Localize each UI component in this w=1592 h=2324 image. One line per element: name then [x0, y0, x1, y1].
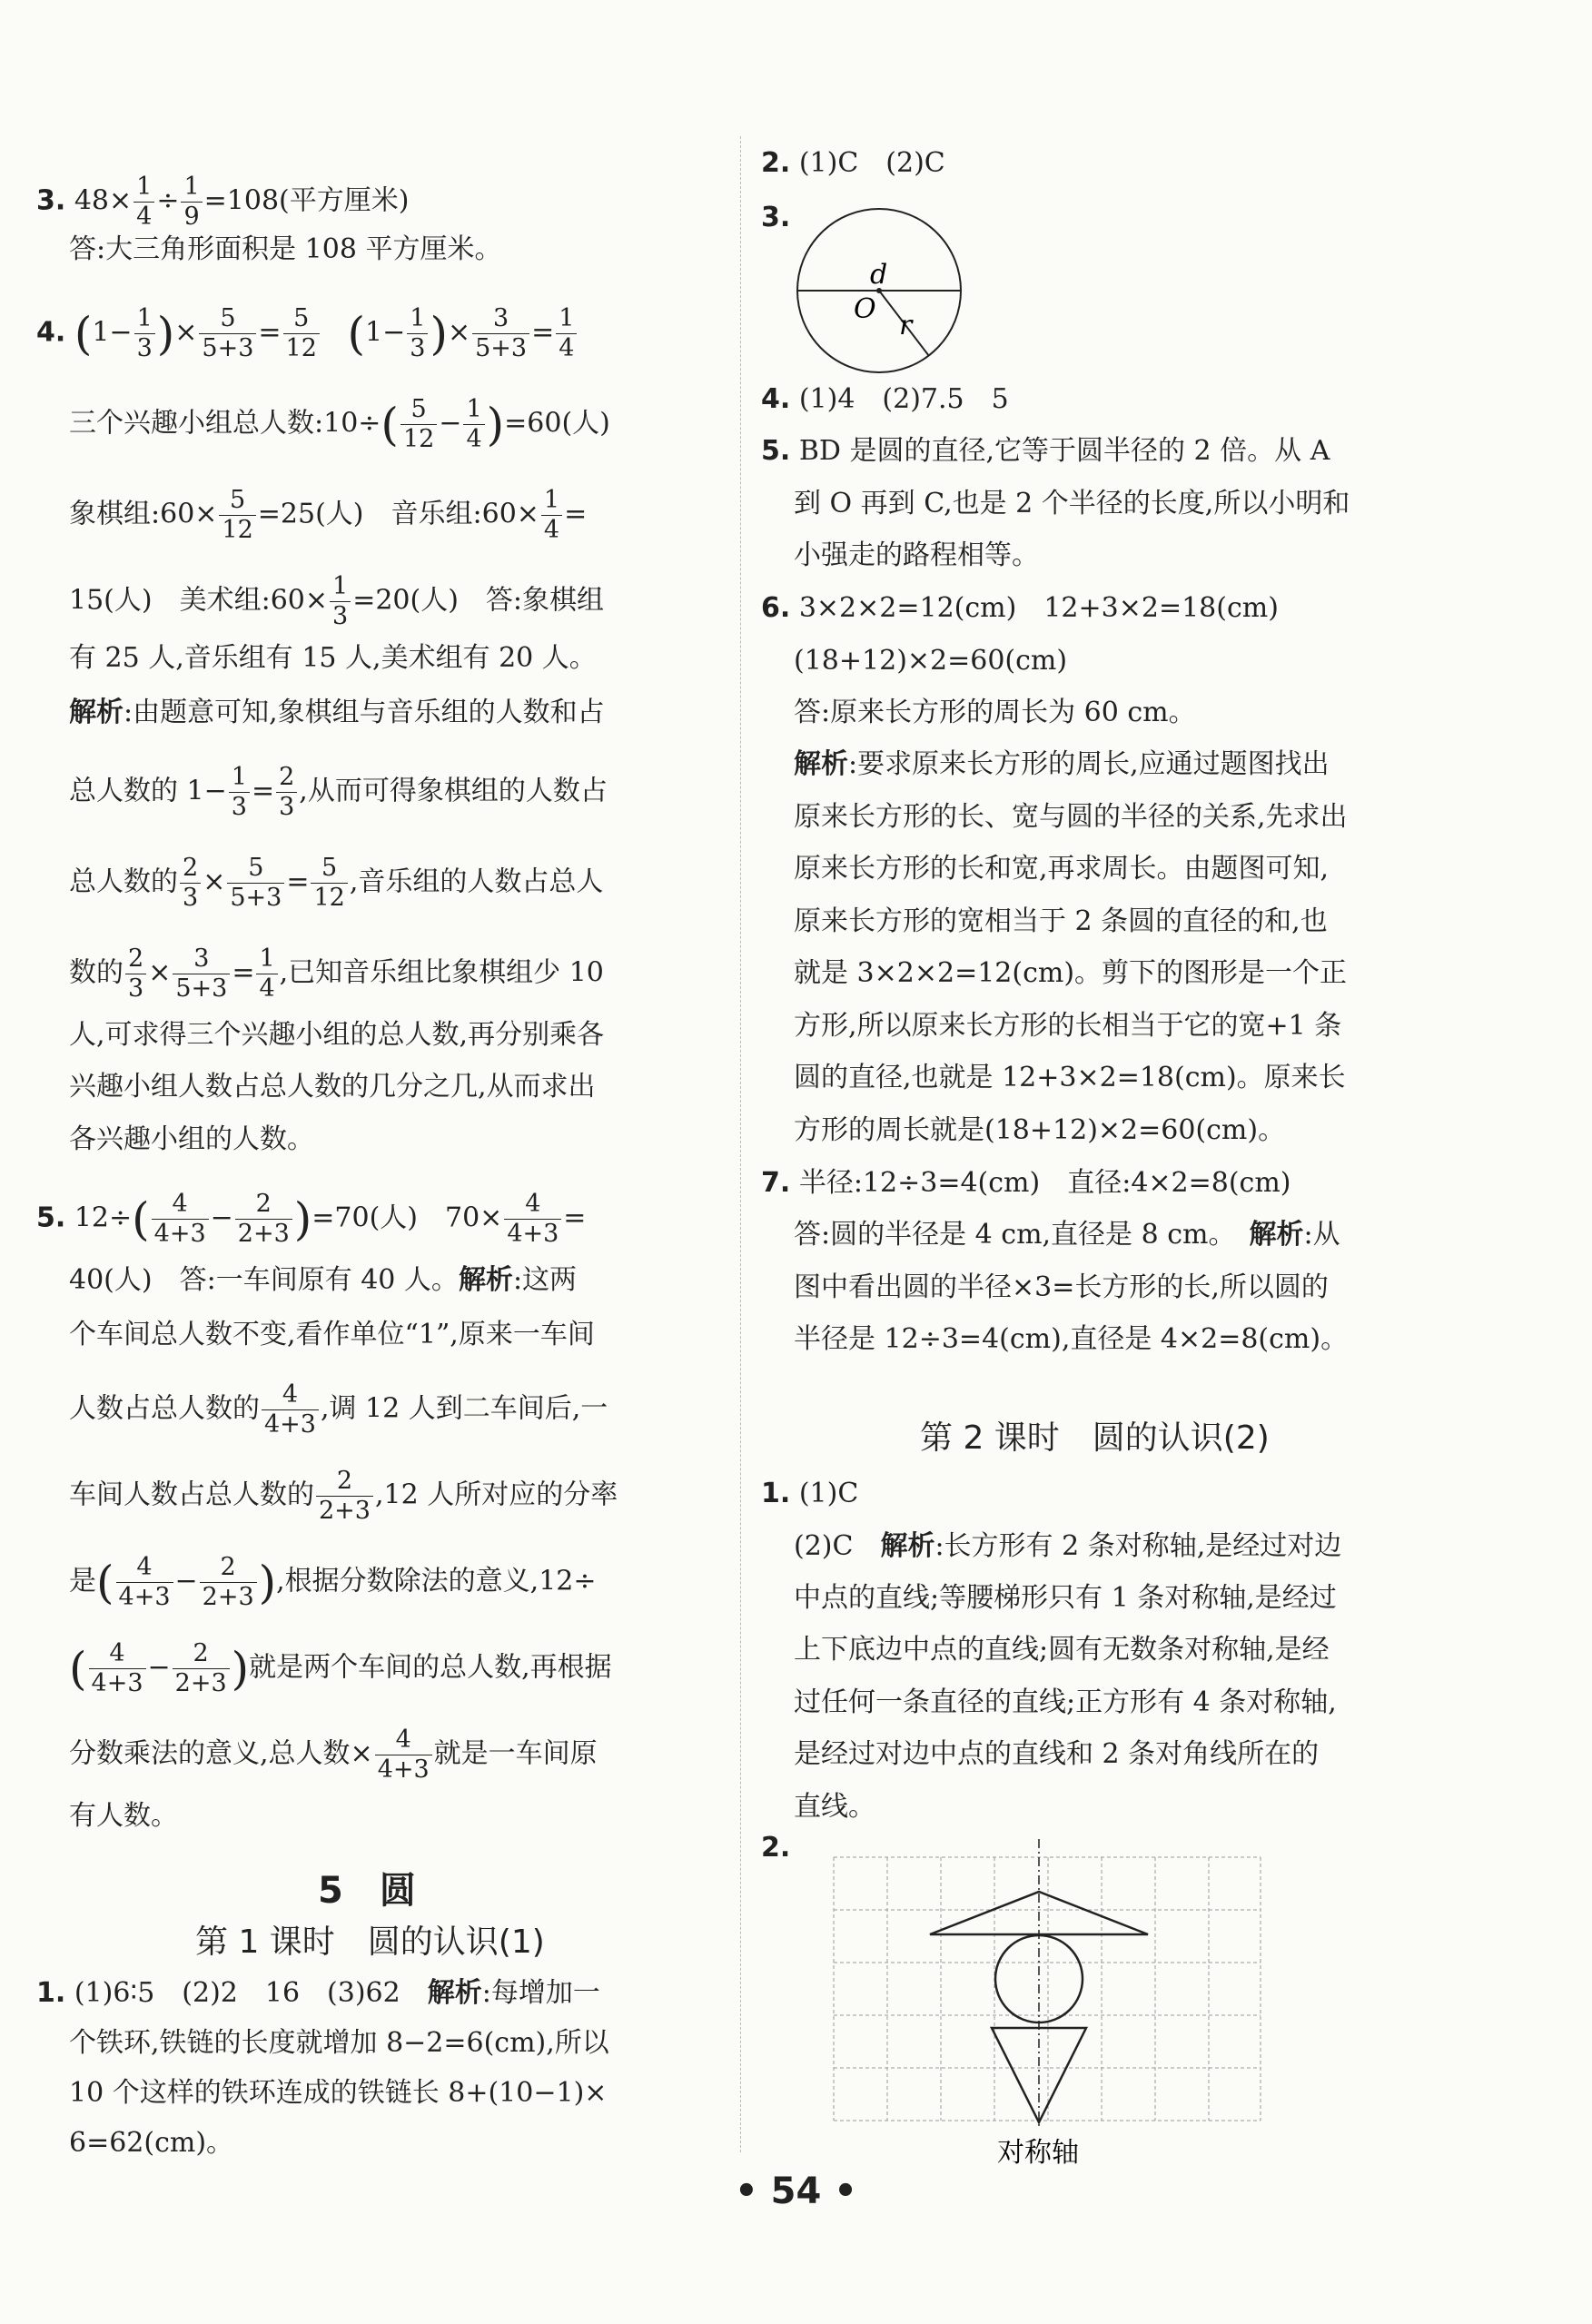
q5-line4: 人数占总人数的 $\frac{4}{4+3}$ ,调 12 人到二车间后,一 [69, 1380, 608, 1439]
page-number: • 54 • [735, 2171, 857, 2212]
q4-line1: 4. (1− $\frac{1}{3}$ )× $\frac{5}{5+3}$ = $\frac{5}{12}$ (1− $\frac{1}{3}$ )× $\frac{3}{5+3}$ = $\frac{1}{4}$ [36, 304, 578, 363]
r-q6-l3: 答:原来长方形的周长为 60 cm。 [794, 697, 1196, 728]
r-l2q1-l7: 直线。 [794, 1791, 875, 1823]
fraction: $\frac{1}{4}$ [133, 173, 154, 232]
fraction: $\frac{1}{9}$ [181, 173, 202, 232]
analysis-label: 解析 [1249, 1219, 1304, 1251]
circle-diagram [788, 200, 970, 381]
r-q5-l1: 5. BD 是圆的直径,它等于圆半径的 2 倍。从 A [761, 435, 1330, 467]
q4-analysis-6: 兴趣小组人数占总人数的几分之几,从而求出 [69, 1071, 596, 1103]
r-q6-analysis-4: 原来长方形的宽相当于 2 条圆的直径的和,也 [794, 905, 1328, 937]
q5-line6: 是( $\frac{4}{4+3}$ − $\frac{2}{2+3}$ ),根据分数除法的意义,12÷ [69, 1553, 597, 1611]
label-d: d [870, 259, 888, 291]
label-o: O [854, 293, 876, 325]
lesson1-q1-line4: 6=62(cm)。 [69, 2127, 234, 2159]
q5-line8: 分数乘法的意义,总人数× $\frac{4}{4+3}$ 就是一车间原 [69, 1726, 598, 1784]
r-q7-l2: 答:圆的半径是 4 cm,直径是 8 cm。 解析:从 [794, 1219, 1340, 1251]
q3-answer: 答:大三角形面积是 108 平方厘米。 [69, 233, 502, 265]
r-q6-analysis-3: 原来长方形的长和宽,再求周长。由题图可知, [794, 853, 1330, 885]
r-q7-l4: 半径是 12÷3=4(cm),直径是 4×2=8(cm)。 [794, 1323, 1349, 1355]
column-divider [740, 136, 741, 2152]
r-q6-analysis-8: 方形的周长就是(18+12)×2=60(cm)。 [794, 1114, 1286, 1146]
analysis-label: 解析 [794, 748, 848, 780]
r-q5-l3: 小强走的路程相等。 [794, 539, 1039, 571]
q5-line5: 车间人数占总人数的 $\frac{2}{2+3}$ ,12 人所对应的分率 [69, 1467, 618, 1525]
r-l2q1-l5: 过任何一条直径的直线;正方形有 4 条对称轴, [794, 1686, 1337, 1718]
lesson-2-title: 第 2 课时 圆的认识(2) [920, 1419, 1270, 1457]
r-l2q2-num: 2. [761, 1832, 791, 1864]
axis-label: 对称轴 [997, 2137, 1079, 2169]
r-l2q1-l6: 是经过对边中点的直线和 2 条对角线所在的 [794, 1738, 1320, 1770]
r-l2q1-l1: 1. (1)C [761, 1478, 859, 1509]
analysis-label: 解析 [427, 1977, 482, 2009]
analysis-label: 解析 [458, 1264, 513, 1296]
r-l2q1-l3: 中点的直线;等腰梯形只有 1 条对称轴,是经过 [794, 1582, 1337, 1614]
q4-analysis-5: 人,可求得三个兴趣小组的总人数,再分别乘各 [69, 1019, 605, 1051]
r-l2q1-l4: 上下底边中点的直线;圆有无数条对称轴,是经 [794, 1634, 1330, 1666]
q4-analysis-3: 总人数的 $\frac{2}{3}$ × $\frac{5}{5+3}$ = $\frac{5}{12}$ ,音乐组的人数占总人 [69, 854, 604, 912]
r-q6-analysis-5: 就是 3×2×2=12(cm)。剪下的图形是一个正 [794, 957, 1348, 989]
q5-line9: 有人数。 [69, 1800, 178, 1832]
q4-line2: 三个兴趣小组总人数:10÷( $\frac{5}{12}$ − $\frac{1}{4}$ )=60(人) [69, 395, 610, 453]
q4-analysis-7: 各兴趣小组的人数。 [69, 1123, 314, 1155]
q5-line1: 5. 12÷( $\frac{4}{4+3}$ − $\frac{2}{2+3}$ )=70(人) 70× $\frac{4}{4+3}$ = [36, 1190, 587, 1248]
q4-analysis-4: 数的 $\frac{2}{3}$ × $\frac{3}{5+3}$ = $\frac{1}{4}$ ,已知音乐组比象棋组少 10 [69, 944, 604, 1003]
symmetry-grid-diagram [796, 1830, 1277, 2171]
q3-equation: 3. 48× $\frac{1}{4}$ ÷ $\frac{1}{9}$ =108(平方厘米) [36, 173, 410, 231]
analysis-label: 解析 [69, 697, 124, 728]
q4-line3: 象棋组:60× $\frac{5}{12}$ =25(人) 音乐组:60× $\frac{1}{4}$ = [69, 486, 588, 544]
r-q2: 2. (1)C (2)C [761, 147, 945, 179]
q5-line7: ( $\frac{4}{4+3}$ − $\frac{2}{2+3}$ )就是两个车间的总人数,再根据 [69, 1639, 612, 1697]
q5-line2: 40(人) 答:一车间原有 40 人。解析:这两 [69, 1264, 578, 1296]
lesson1-q1-line1: 1. (1)6∶5 (2)2 16 (3)62 解析:每增加一 [36, 1977, 600, 2009]
analysis-label: 解析 [880, 1530, 935, 1562]
q4-line5: 有 25 人,音乐组有 15 人,美术组有 20 人。 [69, 642, 597, 674]
q4-analysis-2: 总人数的 1− $\frac{1}{3}$ = $\frac{2}{3}$ ,从而可得象棋组的人数占 [69, 763, 608, 821]
chapter-title: 5 圆 [318, 1870, 416, 1912]
lesson1-q1-line2: 个铁环,铁链的长度就增加 8−2=6(cm),所以 [69, 2027, 609, 2059]
q4-line4: 15(人) 美术组:60× $\frac{1}{3}$ =20(人) 答:象棋组 [69, 572, 605, 630]
r-q7-l3: 图中看出圆的半径×3=长方形的长,所以圆的 [794, 1271, 1329, 1303]
r-q4: 4. (1)4 (2)7.5 5 [761, 383, 1009, 415]
lesson1-q1-line3: 10 个这样的铁环连成的铁链长 8+(10−1)× [69, 2077, 608, 2109]
r-q6-analysis-2: 原来长方形的长、宽与圆的半径的关系,先求出 [794, 801, 1348, 833]
r-q6-analysis-6: 方形,所以原来长方形的长相当于它的宽+1 条 [794, 1010, 1342, 1042]
r-q3-num: 3. [761, 202, 791, 233]
r-q6-analysis-7: 圆的直径,也就是 12+3×2=18(cm)。原来长 [794, 1062, 1346, 1093]
r-q6-analysis-1: 解析:要求原来长方形的周长,应通过题图找出 [794, 748, 1330, 780]
lesson-1-title: 第 1 课时 圆的认识(1) [195, 1923, 545, 1961]
label-r: r [899, 310, 913, 341]
r-l2q1-l2: (2)C 解析:长方形有 2 条对称轴,是经过对边 [794, 1530, 1342, 1562]
r-q7-l1: 7. 半径:12÷3=4(cm) 直径:4×2=8(cm) [761, 1167, 1291, 1199]
r-q6-l2: (18+12)×2=60(cm) [794, 645, 1068, 677]
r-q5-l2: 到 O 再到 C,也是 2 个半径的长度,所以小明和 [794, 488, 1350, 519]
r-q6-l1: 6. 3×2×2=12(cm) 12+3×2=18(cm) [761, 592, 1279, 624]
q5-line3: 个车间总人数不变,看作单位“1”,原来一车间 [69, 1319, 595, 1350]
grid-lines [834, 1857, 1261, 2121]
q4-analysis-1: 解析:由题意可知,象棋组与音乐组的人数和占 [69, 697, 605, 728]
